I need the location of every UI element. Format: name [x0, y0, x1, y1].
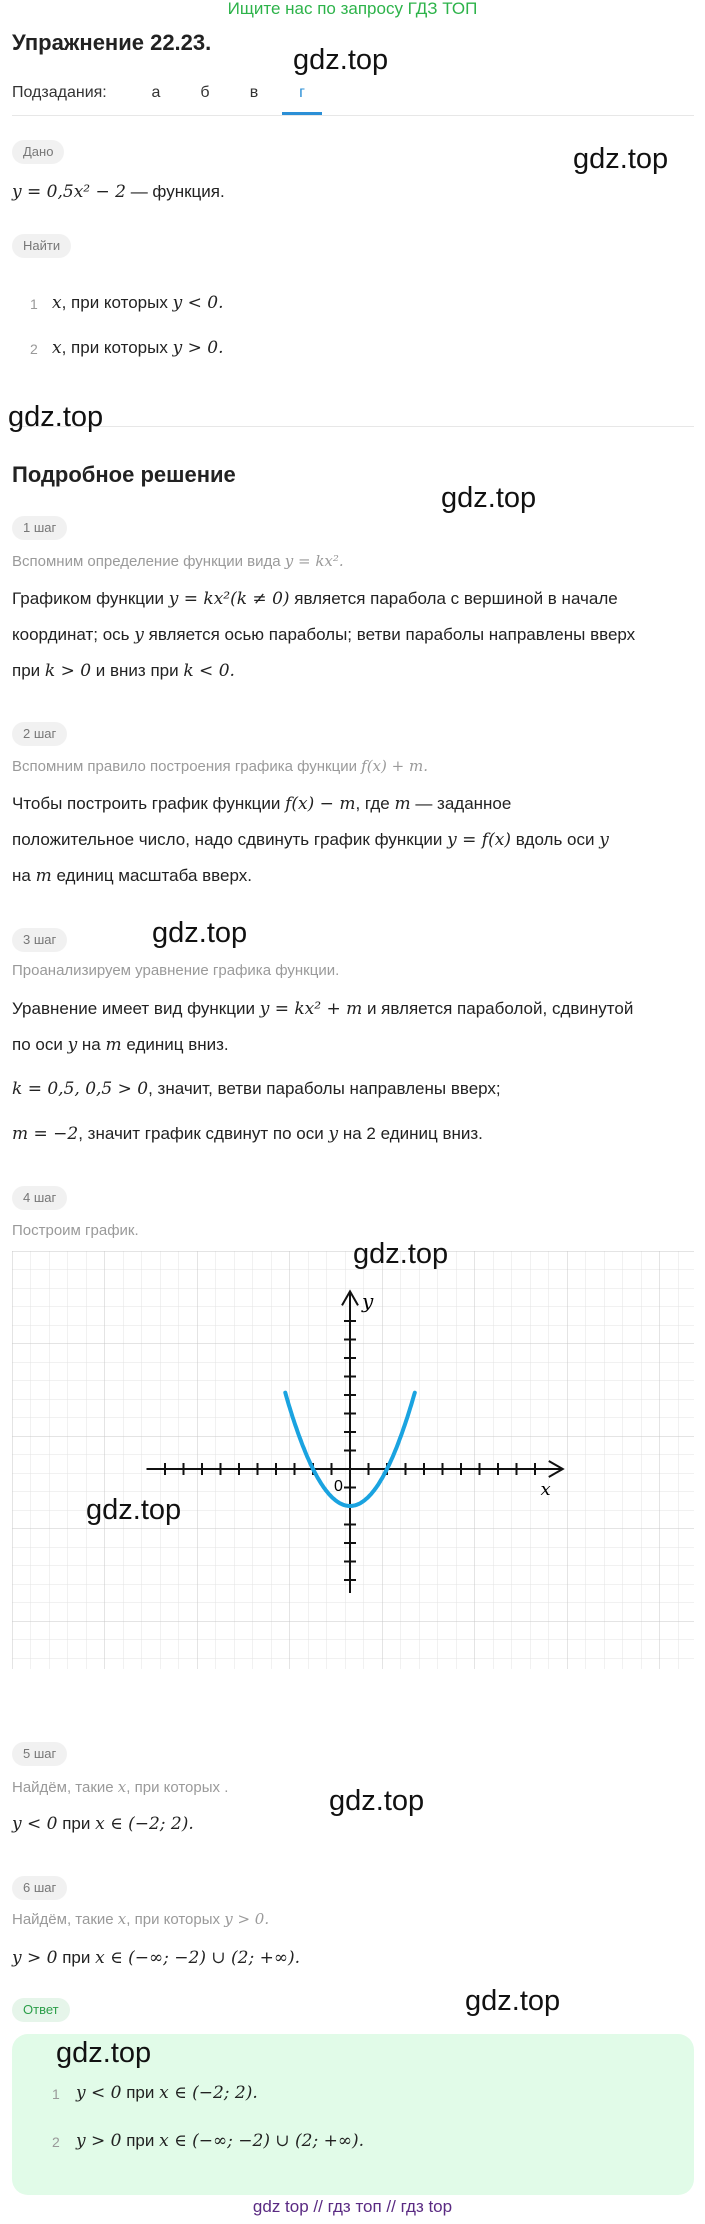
watermark: gdz.top	[573, 143, 669, 175]
text: , значит, ветви параболы направлены вверх;	[148, 1079, 501, 1098]
step-1-line-1	[12, 581, 618, 617]
text: единиц вниз.	[380, 1124, 483, 1143]
step-1-line-2	[12, 617, 635, 653]
text: Уравнение имеет вид функции	[12, 999, 255, 1018]
page-title: Упражнение 22.23.	[12, 30, 212, 55]
step-4-chip: 4 шаг	[12, 1186, 67, 1210]
tab-a[interactable]: а	[151, 84, 161, 101]
step-3-line-3	[12, 1071, 501, 1107]
text: при	[126, 2083, 155, 2102]
given-statement	[12, 174, 225, 210]
solution-title: Подробное решение	[12, 462, 236, 487]
subtasks-label: Подзадания:	[12, 84, 107, 101]
hint-formula: x	[117, 1910, 127, 1928]
footer-links[interactable]: gdz top // гдз топ // гдз top	[252, 2197, 453, 2216]
text: при	[62, 1948, 91, 1967]
answer-item	[76, 2123, 364, 2159]
formula: y = kx²(k ≠ 0)	[168, 589, 290, 609]
answer-item-number: 2	[52, 2134, 60, 2150]
formula: y	[134, 625, 144, 645]
text: при	[62, 1814, 91, 1833]
text: и является параболой, сдвинутой	[366, 999, 634, 1018]
find-text: , при которых	[61, 293, 168, 312]
formula: x ∈ (−2; 2).	[159, 2083, 258, 2103]
text: является парабола с вершиной в начале	[294, 589, 618, 608]
find-item-number: 1	[30, 296, 38, 312]
step-3-line-2	[12, 1027, 229, 1063]
watermark: gdz.top	[152, 917, 248, 949]
given-formula: y = 0,5x² − 2	[12, 182, 126, 202]
text: Графиком функции	[12, 589, 164, 608]
text: , значит график сдвинут по оси	[78, 1124, 324, 1143]
find-chip: Найти	[12, 234, 71, 258]
y-axis-label: y	[362, 1289, 374, 1314]
step-1-chip: 1 шаг	[12, 516, 67, 540]
formula: y	[328, 1124, 339, 1144]
text: на	[81, 1035, 101, 1054]
answer-item	[76, 2075, 258, 2111]
formula: 2	[366, 1124, 376, 1143]
hint-text: Вспомним определение функции вида	[12, 553, 281, 570]
text: вдоль оси	[515, 830, 595, 849]
step-3-hint: Проанализируем уравнение графика функции.	[12, 962, 340, 979]
formula: x ∈ (−∞; −2) ∪ (2; +∞).	[95, 1948, 301, 1968]
step-2-line-2	[12, 822, 609, 858]
step-3-chip: 3 шаг	[12, 928, 67, 952]
formula: k < 0.	[183, 661, 235, 681]
tab-b[interactable]: б	[200, 84, 210, 101]
formula: m = −2	[12, 1124, 79, 1144]
parabola-graph	[12, 1251, 694, 1669]
find-text: , при которых	[61, 338, 168, 357]
var-x: x	[52, 293, 62, 313]
watermark: gdz.top	[86, 1494, 182, 1526]
text: единиц масштаба вверх.	[56, 866, 252, 885]
graph-grid	[12, 1251, 694, 1669]
watermark: gdz.top	[465, 1985, 561, 2017]
step-4-hint: Построим график.	[12, 1222, 139, 1239]
answer-chip: Ответ	[12, 1998, 70, 2022]
divider	[12, 426, 694, 427]
given-text: — функция.	[130, 182, 225, 201]
step-2-chip: 2 шаг	[12, 722, 67, 746]
step-5-hint	[12, 1778, 228, 1796]
formula: y < 0	[12, 1814, 58, 1834]
step-2-line-3	[12, 858, 252, 894]
watermark: gdz.top	[353, 1238, 449, 1270]
tab-g[interactable]: г	[299, 84, 305, 101]
hint-text: Вспомним правило построения графика функции	[12, 758, 357, 775]
step-6-hint	[12, 1910, 269, 1928]
var-x: x	[52, 338, 62, 358]
find-condition: y > 0.	[172, 338, 224, 358]
watermark: gdz.top	[8, 401, 104, 433]
find-condition: y < 0.	[172, 293, 224, 313]
text: на	[342, 1124, 362, 1143]
watermark: gdz.top	[329, 1785, 425, 1817]
step-6-result	[12, 1940, 300, 1976]
text: при	[126, 2131, 155, 2150]
top-banner: Ищите нас по запросу ГДЗ ТОП	[227, 0, 478, 18]
formula: x ∈ (−2; 2).	[95, 1814, 194, 1834]
step-5-chip: 5 шаг	[12, 1742, 67, 1766]
x-axis-label: x	[540, 1479, 551, 1500]
formula: y	[599, 830, 609, 850]
step-5-result	[12, 1806, 194, 1842]
watermark: gdz.top	[441, 482, 537, 514]
text: по оси	[12, 1035, 63, 1054]
text: координат; ось	[12, 625, 130, 644]
formula: k > 0	[44, 661, 92, 681]
formula: y = f(x)	[447, 830, 511, 850]
formula: y = kx² + m	[259, 999, 363, 1019]
find-item	[52, 330, 223, 366]
hint-formula: x	[117, 1778, 127, 1796]
formula: y > 0	[76, 2131, 122, 2151]
origin-label: 0	[334, 1478, 343, 1495]
step-6-chip: 6 шаг	[12, 1876, 67, 1900]
text: — заданное	[415, 794, 512, 813]
formula: f(x) − m	[285, 794, 356, 814]
hint-formula: f(x) + m.	[361, 757, 428, 775]
step-1-line-3	[12, 653, 235, 689]
hint-formula: y = kx².	[284, 552, 344, 570]
step-3-line-1	[12, 991, 633, 1027]
text: , где	[355, 794, 390, 813]
formula: m	[394, 794, 411, 814]
answer-item-number: 1	[52, 2086, 60, 2102]
step-1-hint	[12, 552, 344, 570]
find-item-number: 2	[30, 341, 38, 357]
text: и вниз при	[95, 661, 179, 680]
hint-text: Найдём, такие	[12, 1911, 114, 1928]
formula: m	[35, 866, 52, 886]
text: положительное число, надо сдвинуть график функции	[12, 830, 443, 849]
hint-text: Найдём, такие	[12, 1779, 114, 1796]
formula: y > 0	[12, 1948, 58, 1968]
text: при	[12, 661, 41, 680]
hint-formula: y > 0.	[224, 1910, 270, 1928]
hint-text: , при которых	[126, 1911, 221, 1928]
step-2-hint	[12, 757, 428, 775]
given-chip: Дано	[12, 140, 64, 164]
text: единиц вниз.	[126, 1035, 229, 1054]
text: является осью параболы; ветви параболы направлены вверх	[148, 625, 636, 644]
step-2-line-1	[12, 786, 511, 822]
divider	[12, 115, 694, 116]
formula: x ∈ (−∞; −2) ∪ (2; +∞).	[159, 2131, 365, 2151]
formula: m	[105, 1035, 122, 1055]
formula: y	[67, 1035, 78, 1055]
watermark: gdz.top	[56, 2037, 152, 2069]
formula: k = 0,5, 0,5 > 0	[12, 1079, 149, 1099]
text: Чтобы построить график функции	[12, 794, 281, 813]
text: на	[12, 866, 31, 885]
step-3-line-4	[12, 1116, 483, 1152]
tab-v[interactable]: в	[249, 84, 259, 101]
formula: y < 0	[76, 2083, 122, 2103]
find-item	[52, 285, 223, 321]
hint-text: , при которых .	[126, 1779, 229, 1796]
watermark: gdz.top	[293, 44, 389, 76]
